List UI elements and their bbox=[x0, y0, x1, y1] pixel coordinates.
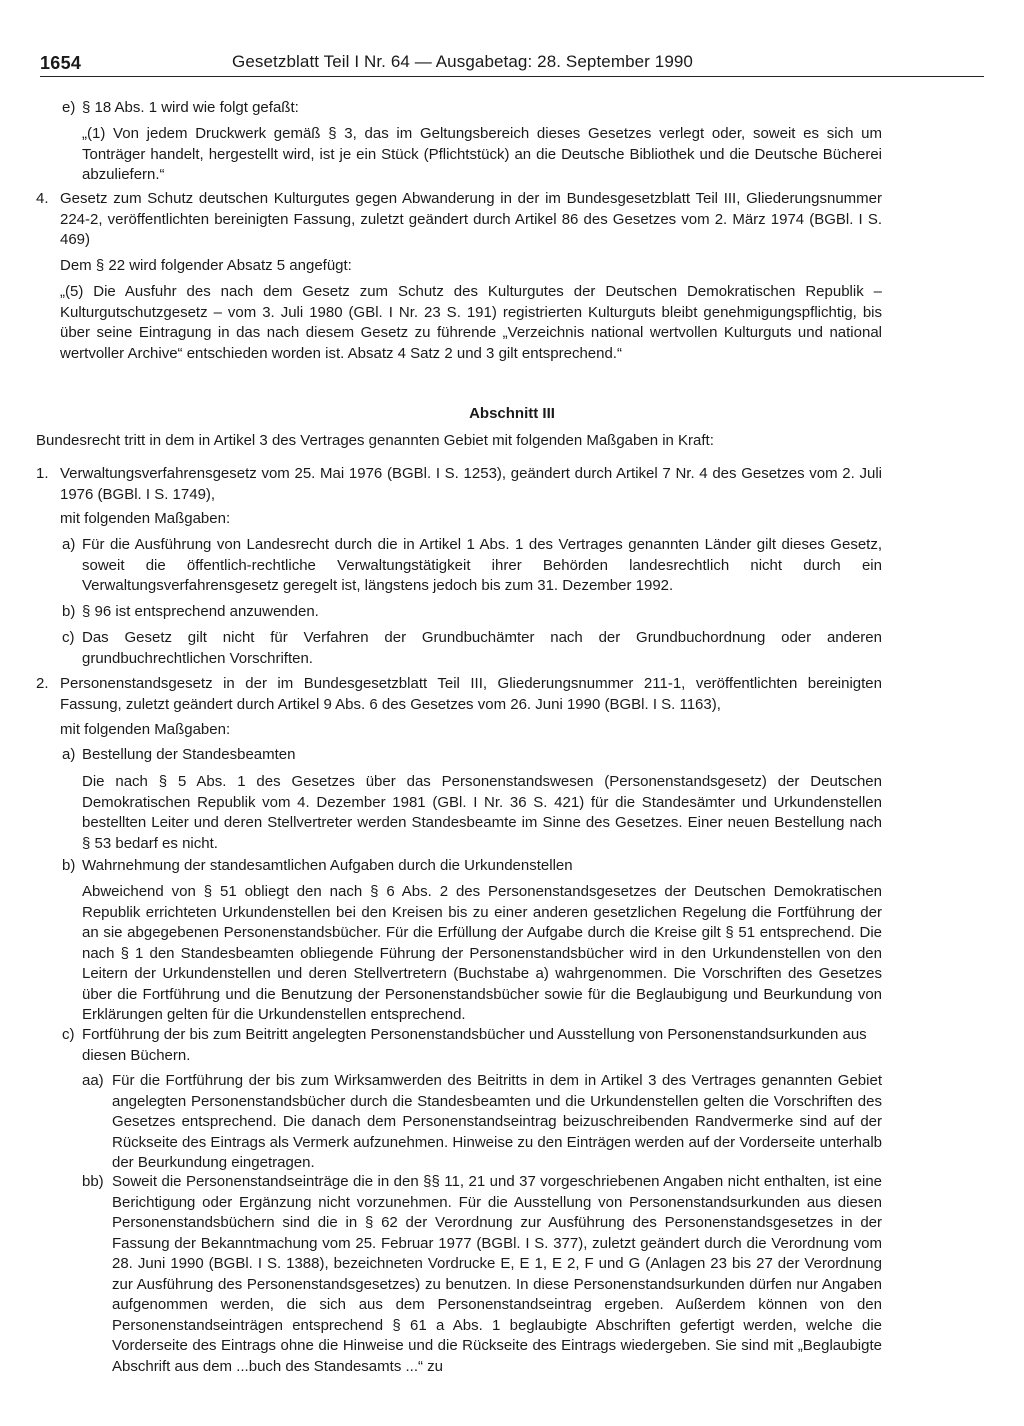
item-2-label: 2. bbox=[36, 675, 49, 692]
item-1c-label: c) bbox=[62, 629, 75, 646]
item-2b-title: Wahrnehmung der standesamtlichen Aufgaben durch die Urkundenstellen bbox=[82, 857, 573, 874]
item-e-quote: „(1) Von jedem Druckwerk gemäß § 3, das im Geltungsbereich dieses Gesetzes verlegt oder, soweit es sich um Tonträger handelt, hergestellt wird, ist je ein Stück (Pflichtstück) an die Deutsche Bibliothek und die Deutsche Bücherei abzuliefern.“ bbox=[82, 125, 882, 183]
item-2-text: Personenstandsgesetz in der im Bundesgesetzblatt Teil III, Gliederungsnummer 211-1, veröffentlichten bereinigten Fassung, zuletzt geändert durch Artikel 9 Abs. 6 des Gesetzes vom 26. Juni 1990 (BGBl. I S. 1163), bbox=[60, 675, 882, 713]
running-head: Gesetzblatt Teil I Nr. 64 — Ausgabetag: 28. September 1990 bbox=[232, 52, 693, 71]
page-number: 1654 bbox=[40, 53, 82, 73]
item-1b-label: b) bbox=[62, 603, 76, 620]
item-e-label: e) bbox=[62, 99, 76, 116]
item-2c-aa-label: aa) bbox=[82, 1072, 104, 1089]
item-2c-label: c) bbox=[62, 1026, 75, 1043]
item-1-text: Verwaltungsverfahrensgesetz vom 25. Mai 1976 (BGBl. I S. 1253), geändert durch Artikel 7 Nr. 4 des Gesetzes vom 2. Juli 1976 (BGBl. I S. 1749), bbox=[60, 465, 882, 503]
item-e-text: § 18 Abs. 1 wird wie folgt gefaßt: bbox=[82, 99, 299, 116]
item-2c-bb-text: Soweit die Personenstandseinträge die in den §§ 11, 21 und 37 vorgeschriebenen Angaben nicht enthalten, ist eine Berichtigung oder Ergänzung nicht vorzunehmen. Für die Ausstellung von Personenstandsurkunden aus diesen Personenstandsbüchern sind die in § 62 der Verordnung zur Ausführung des Personenstandsgesetzes in der Fassung der Bekanntmachung vom 25. Februar 1977 (BGBl. I S. 377), zuletzt geändert durch die Verordnung vom 28. Juni 1990 (BGBl. I S. 1388), bezeichneten Vordrucke E, E 1, E 2, F und G (Anlagen 23 bis 27 der Verordnung zur Ausführung des Personenstandsgesetzes) zu benutzen. In diese Personenstandsurkunden dürfen nur Angaben aufgenommen werden, die sich aus dem Personenstandseintrag ergeben. Außerdem können von den Personenstandseinträgen entsprechend § 61 a Abs. 1 beglaubigte Abschriften gefertigt werden, welche die Vorderseite des Eintrags ohne die Hinweise und die Rückseite des Eintrags wiedergeben. Sie sind mit „Beglaubigte Abschrift aus dem ...buch des Standesamts ...“ zu bbox=[112, 1173, 882, 1375]
item-2c-title: Fortführung der bis zum Beitritt angelegten Personenstandsbücher und Ausstellung von Personenstandsurkunden aus diesen Büchern. bbox=[82, 1026, 867, 1064]
item-4-quote: „(5) Die Ausfuhr des nach dem Gesetz zum Schutz des Kulturgutes der Deutschen Demokratischen Republik – Kulturgutschutzgesetz – vom 3. Juli 1980 (GBl. I Nr. 23 S. 191) registrierten Kulturguts bleibt genehmigungspflichtig, bis über seine Eintragung in das nach diesem Gesetz zu führende „Verzeichnis national wertvollen Kulturguts und national wertvoller Archive“ entschieden worden ist. Absatz 4 Satz 2 und 3 gilt entsprechend.“ bbox=[60, 283, 882, 362]
item-1a-label: a) bbox=[62, 536, 76, 553]
item-2a-title: Bestellung der Standesbeamten bbox=[82, 746, 296, 763]
item-1c-text: Das Gesetz gilt nicht für Verfahren der Grundbuchämter nach der Grundbuchordnung oder anderen grundbuchrechtlichen Vorschriften. bbox=[82, 629, 882, 667]
item-2c-bb-label: bb) bbox=[82, 1173, 104, 1190]
item-2c-aa-text: Für die Fortführung der bis zum Wirksamwerden des Beitritts in dem in Artikel 3 des Vertrages genannten Gebiet angelegten Personenstandsbücher durch die Standesbeamten und die Urkundenstellen gelten die Vorschriften des Gesetzes entsprechend. Die danach dem Personenstandseintrag beizuschreibenden Randvermerke sind auf der Rückseite des Eintrags als Vermerk aufzunehmen. Hinweise zu den Einträgen werden auf der Vorderseite unterhalb der Beurkundung eingetragen. bbox=[112, 1072, 882, 1171]
section-heading: Abschnitt III bbox=[469, 405, 555, 422]
item-1a-text: Für die Ausführung von Landesrecht durch die in Artikel 1 Abs. 1 des Vertrages genannten Länder gilt dieses Gesetz, soweit die öffentlich-rechtliche Verwaltungstätigkeit ihrer Behörden landesrechtlich nicht durch ein Verwaltungsverfahrensgesetz geregelt ist, längstens jedoch bis zum 31. Dezember 1992. bbox=[82, 536, 882, 594]
item-1b-text: § 96 ist entsprechend anzuwenden. bbox=[82, 603, 319, 620]
item-2-sub: mit folgenden Maßgaben: bbox=[60, 721, 231, 738]
section-intro: Bundesrecht tritt in dem in Artikel 3 des Vertrages genannten Gebiet mit folgenden Maßgaben in Kraft: bbox=[36, 432, 714, 449]
item-2a-text: Die nach § 5 Abs. 1 des Gesetzes über das Personenstandswesen (Personenstandsgesetz) der Deutschen Demokratischen Republik vom 4. Dezember 1981 (GBl. I Nr. 36 S. 421) für die Standesämter und Urkundenstellen bestellten Leiter und deren Stellvertreter werden Standesbeamte im Sinne des Gesetzes. Einer neuen Bestellung nach § 53 bedarf es nicht. bbox=[82, 773, 882, 852]
page-header bbox=[40, 46, 984, 77]
item-2a-label: a) bbox=[62, 746, 76, 763]
item-1-label: 1. bbox=[36, 465, 49, 482]
item-2b-label: b) bbox=[62, 857, 76, 874]
item-4-text: Gesetz zum Schutz deutschen Kulturgutes gegen Abwanderung in der im Bundesgesetzblatt Teil III, Gliederungsnummer 224-2, veröffentlichten bereinigten Fassung, zuletzt geändert durch Artikel 86 des Gesetzes vom 2. März 1974 (BGBl. I S. 469) bbox=[60, 190, 882, 248]
item-2b-text: Abweichend von § 51 obliegt den nach § 6 Abs. 2 des Personenstandsgesetzes der Deutschen Demokratischen Republik errichteten Urkundenstellen bei den Kreisen bis zu einer anderen gesetzlichen Regelung die Fortführung der an sie abgegebenen Personenstandsbücher. Für die Erfüllung der Aufgabe durch die Kreise gilt § 51 entsprechend. Die nach § 1 den Standesbeamten obliegende Führung der Personenstandsbücher wird in den Urkundenstellen von den Leitern der Urkundenstellen und deren Stellvertretern (Buchstabe a) wahrgenommen. Die Vorschriften des Gesetzes über die Fortführung und die Benutzung der Personenstandsbücher sowie für die Beglaubigung und Beurkundung von Erklärungen gelten für die Urkundenstellen entsprechend. bbox=[82, 883, 882, 1023]
item-4-label: 4. bbox=[36, 190, 49, 207]
item-1-sub: mit folgenden Maßgaben: bbox=[60, 510, 231, 527]
item-4-intro: Dem § 22 wird folgender Absatz 5 angefügt: bbox=[60, 257, 352, 274]
